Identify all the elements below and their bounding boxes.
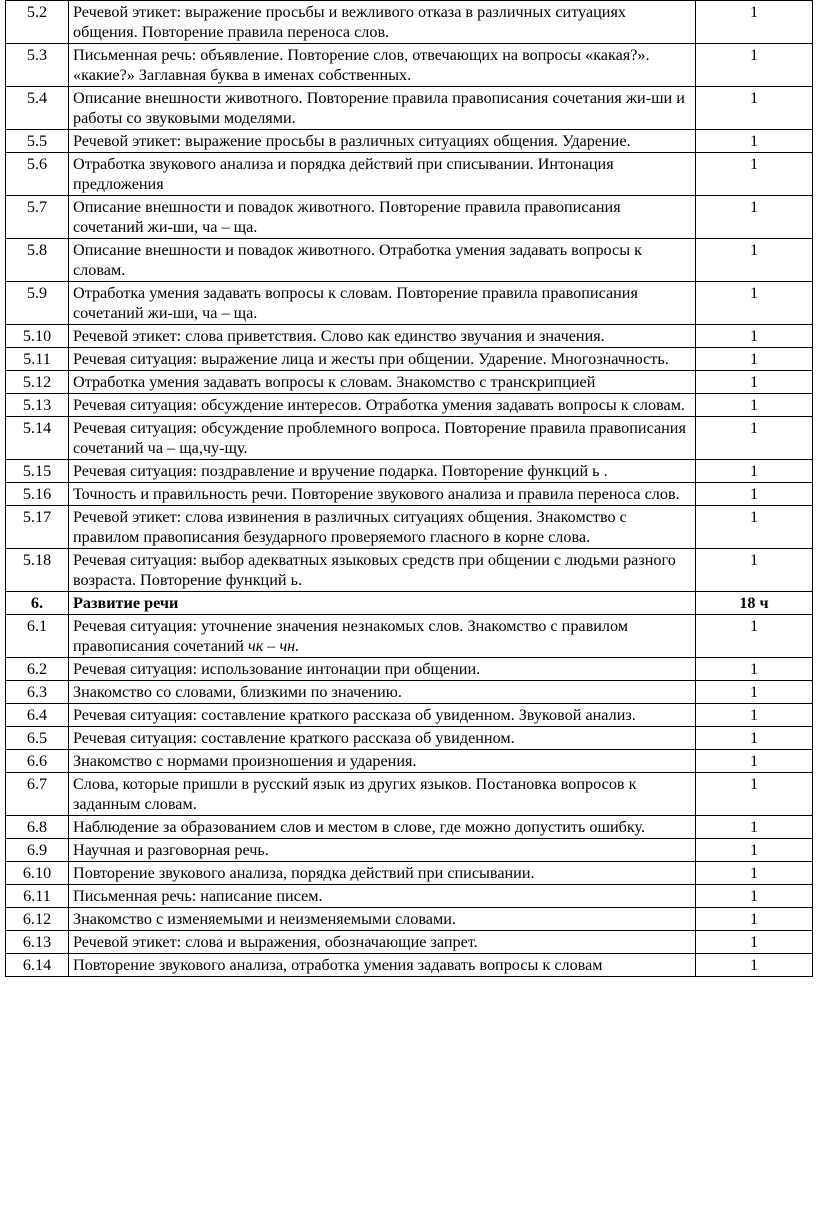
lesson-number: 6.4 bbox=[6, 704, 69, 727]
lesson-number: 5.18 bbox=[6, 549, 69, 592]
lesson-topic bbox=[69, 325, 696, 348]
lesson-number: 6.3 bbox=[6, 681, 69, 704]
lesson-number: 6.11 bbox=[6, 885, 69, 908]
lesson-number: 6. bbox=[6, 592, 69, 615]
lesson-number: 6.6 bbox=[6, 750, 69, 773]
table-row bbox=[6, 483, 813, 506]
lesson-topic-text: Речевая ситуация: уточнение значения незнакомых слов. Знакомство с правилом правописания сочетаний bbox=[73, 617, 629, 655]
lesson-number: 6.5 bbox=[6, 727, 69, 750]
lesson-plan-body bbox=[6, 1, 813, 977]
lesson-number: 5.9 bbox=[6, 282, 69, 325]
lesson-number: 5.2 bbox=[6, 1, 69, 44]
lesson-topic-text: Научная и разговорная речь. bbox=[73, 841, 269, 859]
lesson-number: 5.14 bbox=[6, 417, 69, 460]
lesson-topic bbox=[69, 394, 696, 417]
lesson-topic-text: Речевая ситуация: поздравление и вручение подарка. Повторение функций ь . bbox=[73, 462, 608, 480]
lesson-number: 5.5 bbox=[6, 130, 69, 153]
lesson-hours: 1 bbox=[696, 506, 813, 549]
lesson-topic-text: Речевая ситуация: составление краткого рассказа об увиденном. bbox=[73, 729, 515, 747]
table-row bbox=[6, 87, 813, 130]
lesson-topic-text: Письменная речь: объявление. Повторение слов, отвечающих на вопросы «какая?». «какие?» Заглавная буква в именах собственных. bbox=[73, 46, 650, 84]
table-row bbox=[6, 506, 813, 549]
lesson-hours: 1 bbox=[696, 417, 813, 460]
lesson-hours: 1 bbox=[696, 816, 813, 839]
lesson-topic bbox=[69, 1, 696, 44]
lesson-topic bbox=[69, 681, 696, 704]
lesson-topic-text: Речевая ситуация: выражение лица и жесты при общении. Ударение. Многозначность. bbox=[73, 350, 669, 368]
lesson-topic-text: Отработка умения задавать вопросы к словам. Знакомство с транскрипцией bbox=[73, 373, 596, 391]
lesson-number: 5.15 bbox=[6, 460, 69, 483]
lesson-topic bbox=[69, 931, 696, 954]
lesson-number: 6.7 bbox=[6, 773, 69, 816]
lesson-number: 5.4 bbox=[6, 87, 69, 130]
lesson-topic-text: Речевой этикет: слова и выражения, обозначающие запрет. bbox=[73, 933, 478, 951]
table-row bbox=[6, 954, 813, 977]
lesson-topic bbox=[69, 750, 696, 773]
lesson-topic bbox=[69, 87, 696, 130]
table-row bbox=[6, 348, 813, 371]
table-row bbox=[6, 44, 813, 87]
lesson-topic bbox=[69, 704, 696, 727]
lesson-topic bbox=[69, 885, 696, 908]
table-row bbox=[6, 681, 813, 704]
lesson-topic bbox=[69, 417, 696, 460]
lesson-topic bbox=[69, 282, 696, 325]
table-row bbox=[6, 885, 813, 908]
lesson-hours: 1 bbox=[696, 282, 813, 325]
lesson-hours: 1 bbox=[696, 483, 813, 506]
table-row bbox=[6, 931, 813, 954]
lesson-number: 6.12 bbox=[6, 908, 69, 931]
lesson-number: 5.13 bbox=[6, 394, 69, 417]
lesson-hours: 1 bbox=[696, 130, 813, 153]
table-row bbox=[6, 394, 813, 417]
lesson-hours: 1 bbox=[696, 704, 813, 727]
table-row bbox=[6, 908, 813, 931]
lesson-topic-text: Отработка умения задавать вопросы к словам. Повторение правила правописания сочетаний жи-ши, ча – ща. bbox=[73, 284, 638, 322]
table-row bbox=[6, 727, 813, 750]
lesson-topic-text: Знакомство с нормами произношения и ударения. bbox=[73, 752, 417, 770]
lesson-topic bbox=[69, 44, 696, 87]
lesson-topic bbox=[69, 816, 696, 839]
lesson-topic bbox=[69, 592, 696, 615]
lesson-hours: 1 bbox=[696, 153, 813, 196]
lesson-hours: 1 bbox=[696, 839, 813, 862]
lesson-topic-text: Знакомство с изменяемыми и неизменяемыми словами. bbox=[73, 910, 456, 928]
lesson-hours: 1 bbox=[696, 44, 813, 87]
lesson-topic bbox=[69, 839, 696, 862]
lesson-number: 5.11 bbox=[6, 348, 69, 371]
lesson-number: 6.8 bbox=[6, 816, 69, 839]
lesson-topic-text: Речевая ситуация: обсуждение проблемного вопроса. Повторение правила правописания сочетаний ча – ща,чу-щу. bbox=[73, 419, 686, 457]
lesson-hours: 1 bbox=[696, 371, 813, 394]
table-row bbox=[6, 862, 813, 885]
lesson-hours: 1 bbox=[696, 954, 813, 977]
lesson-plan-table bbox=[5, 0, 813, 977]
lesson-number: 6.13 bbox=[6, 931, 69, 954]
table-row bbox=[6, 153, 813, 196]
lesson-hours: 1 bbox=[696, 931, 813, 954]
lesson-hours: 1 bbox=[696, 885, 813, 908]
table-row bbox=[6, 325, 813, 348]
lesson-number: 6.14 bbox=[6, 954, 69, 977]
lesson-number: 5.8 bbox=[6, 239, 69, 282]
table-row bbox=[6, 196, 813, 239]
lesson-topic-text: Речевой этикет: слова извинения в различных ситуациях общения. Знакомство с правилом правописания безударного проверяемого гласного в корне слова. bbox=[73, 508, 627, 546]
lesson-number: 5.17 bbox=[6, 506, 69, 549]
lesson-hours: 1 bbox=[696, 658, 813, 681]
lesson-hours: 1 bbox=[696, 773, 813, 816]
lesson-topic-text: Развитие речи bbox=[73, 594, 179, 612]
table-row bbox=[6, 130, 813, 153]
lesson-hours: 1 bbox=[696, 325, 813, 348]
lesson-topic-text: Описание внешности и повадок животного. Повторение правила правописания сочетаний жи-ши, ча – ща. bbox=[73, 198, 621, 236]
lesson-hours: 1 bbox=[696, 727, 813, 750]
lesson-topic bbox=[69, 371, 696, 394]
lesson-topic-text: Письменная речь: написание писем. bbox=[73, 887, 323, 905]
table-row bbox=[6, 773, 813, 816]
lesson-topic bbox=[69, 460, 696, 483]
lesson-topic-text: Речевая ситуация: составление краткого рассказа об увиденном. Звуковой анализ. bbox=[73, 706, 636, 724]
lesson-hours: 1 bbox=[696, 862, 813, 885]
lesson-topic-text: Описание внешности и повадок животного. Отработка умения задавать вопросы к словам. bbox=[73, 241, 643, 279]
lesson-hours: 1 bbox=[696, 87, 813, 130]
table-row bbox=[6, 371, 813, 394]
lesson-number: 6.10 bbox=[6, 862, 69, 885]
lesson-topic bbox=[69, 196, 696, 239]
lesson-topic-text: Речевая ситуация: использование интонации при общении. bbox=[73, 660, 481, 678]
table-row bbox=[6, 549, 813, 592]
lesson-number: 5.12 bbox=[6, 371, 69, 394]
lesson-number: 6.2 bbox=[6, 658, 69, 681]
lesson-topic-text: Речевая ситуация: обсуждение интересов. Отработка умения задавать вопросы к словам. bbox=[73, 396, 685, 414]
table-row bbox=[6, 816, 813, 839]
lesson-hours: 1 bbox=[696, 681, 813, 704]
lesson-topic-text: Отработка звукового анализа и порядка действий при списывании. Интонация предложения bbox=[73, 155, 614, 193]
lesson-hours: 1 bbox=[696, 750, 813, 773]
table-row bbox=[6, 658, 813, 681]
lesson-topic bbox=[69, 153, 696, 196]
lesson-topic-text: Описание внешности животного. Повторение правила правописания сочетания жи-ши и работы со звуковыми моделями. bbox=[73, 89, 685, 127]
lesson-number: 5.3 bbox=[6, 44, 69, 87]
lesson-topic bbox=[69, 773, 696, 816]
lesson-hours: 18 ч bbox=[696, 592, 813, 615]
table-row bbox=[6, 750, 813, 773]
lesson-number: 6.1 bbox=[6, 615, 69, 658]
lesson-hours: 1 bbox=[696, 196, 813, 239]
lesson-topic bbox=[69, 348, 696, 371]
lesson-topic bbox=[69, 615, 696, 658]
lesson-hours: 1 bbox=[696, 1, 813, 44]
lesson-topic-emphasis: чк – чн. bbox=[247, 637, 300, 655]
table-row bbox=[6, 615, 813, 658]
lesson-hours: 1 bbox=[696, 394, 813, 417]
lesson-topic bbox=[69, 506, 696, 549]
table-row bbox=[6, 239, 813, 282]
table-row bbox=[6, 704, 813, 727]
lesson-topic bbox=[69, 483, 696, 506]
lesson-hours: 1 bbox=[696, 908, 813, 931]
section-row bbox=[6, 592, 813, 615]
lesson-topic-text: Речевой этикет: выражение просьбы и вежливого отказа в различных ситуациях общения. Повторение правила переноса слов. bbox=[73, 3, 626, 41]
table-row bbox=[6, 1, 813, 44]
lesson-number: 5.6 bbox=[6, 153, 69, 196]
lesson-hours: 1 bbox=[696, 348, 813, 371]
table-row bbox=[6, 839, 813, 862]
lesson-topic bbox=[69, 658, 696, 681]
lesson-topic bbox=[69, 954, 696, 977]
lesson-topic-text: Речевой этикет: слова приветствия. Слово как единство звучания и значения. bbox=[73, 327, 605, 345]
lesson-hours: 1 bbox=[696, 460, 813, 483]
lesson-topic bbox=[69, 549, 696, 592]
lesson-topic-text: Точность и правильность речи. Повторение звукового анализа и правила переноса слов. bbox=[73, 485, 680, 503]
lesson-topic-text: Знакомство со словами, близкими по значению. bbox=[73, 683, 402, 701]
table-row bbox=[6, 460, 813, 483]
lesson-topic-text: Повторение звукового анализа, отработка умения задавать вопросы к словам bbox=[73, 956, 603, 974]
lesson-number: 6.9 bbox=[6, 839, 69, 862]
lesson-topic bbox=[69, 239, 696, 282]
lesson-hours: 1 bbox=[696, 549, 813, 592]
lesson-number: 5.10 bbox=[6, 325, 69, 348]
lesson-hours: 1 bbox=[696, 615, 813, 658]
lesson-hours: 1 bbox=[696, 239, 813, 282]
lesson-topic-text: Повторение звукового анализа, порядка действий при списывании. bbox=[73, 864, 535, 882]
table-row bbox=[6, 417, 813, 460]
lesson-topic bbox=[69, 727, 696, 750]
lesson-topic bbox=[69, 862, 696, 885]
lesson-number: 5.7 bbox=[6, 196, 69, 239]
lesson-number: 5.16 bbox=[6, 483, 69, 506]
lesson-topic-text: Наблюдение за образованием слов и местом в слове, где можно допустить ошибку. bbox=[73, 818, 646, 836]
lesson-topic-text: Речевая ситуация: выбор адекватных языковых средств при общении с людьми разного возраста. Повторение функций ь. bbox=[73, 551, 676, 589]
lesson-topic-text: Слова, которые пришли в русский язык из других языков. Постановка вопросов к заданным словам. bbox=[73, 775, 637, 813]
lesson-topic bbox=[69, 130, 696, 153]
table-row bbox=[6, 282, 813, 325]
lesson-topic bbox=[69, 908, 696, 931]
lesson-topic-text: Речевой этикет: выражение просьбы в различных ситуациях общения. Ударение. bbox=[73, 132, 631, 150]
